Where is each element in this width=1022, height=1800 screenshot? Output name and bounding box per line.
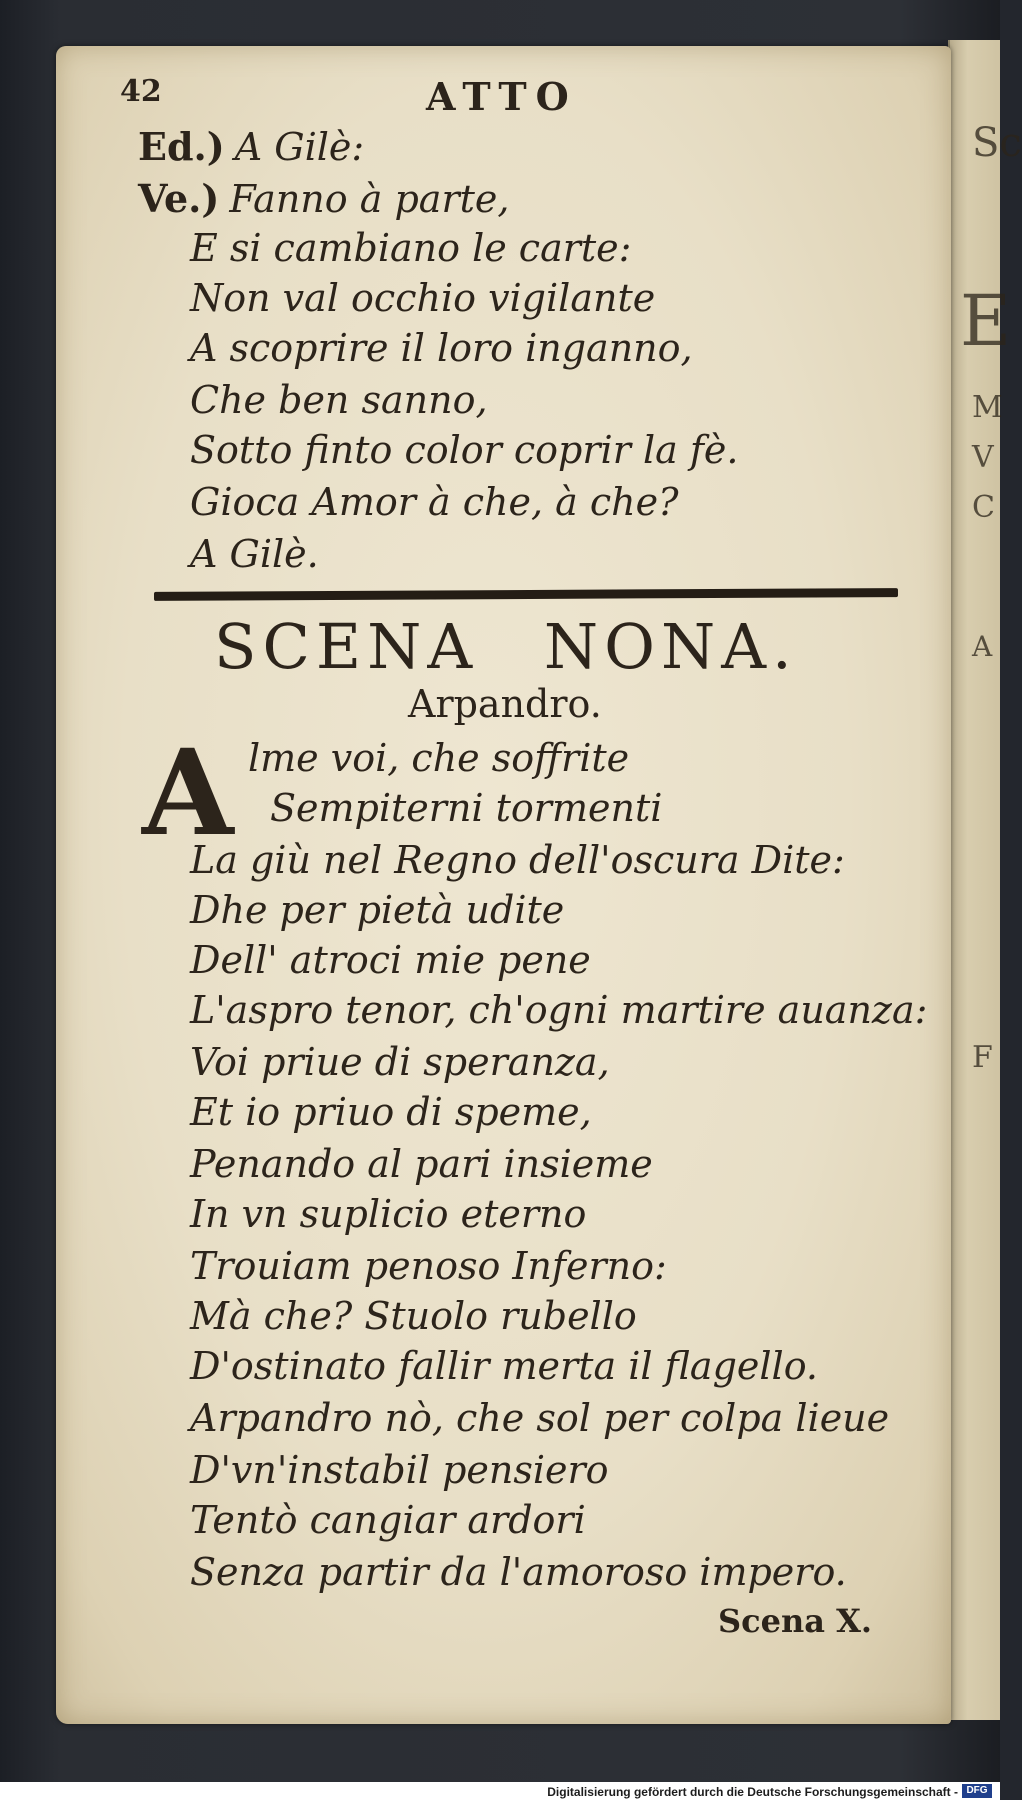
verse-line: Tentò cangiar ardori — [190, 1498, 586, 1542]
speaker-label: Ed.) — [138, 124, 225, 169]
scene-character: Arpandro. — [408, 682, 602, 726]
verse-line: Mà che? Stuolo rubello — [190, 1294, 637, 1338]
verse-line: Arpandro nò, che sol per colpa lieue — [190, 1396, 890, 1440]
verse-line: Et io priuo di speme, — [190, 1090, 592, 1134]
verse-line: E si cambiano le carte: — [190, 226, 632, 270]
adjacent-page-fragment: A — [972, 630, 993, 663]
verse-line: Trouiam penoso Inferno: — [190, 1244, 667, 1288]
verse-line: Penando al pari insieme — [190, 1142, 653, 1186]
verse-line: Non val occhio vigilante — [190, 276, 656, 320]
verse-line: Sempiterni tormenti — [270, 786, 663, 830]
verse-line: Sotto finto color coprir la fè. — [190, 428, 739, 472]
dfg-logo[interactable]: DFG — [962, 1784, 992, 1798]
verse-line: A scoprire il loro inganno, — [190, 326, 693, 370]
adjacent-page-fragment: C — [972, 490, 995, 525]
speech-text: Fanno à parte, — [229, 177, 510, 221]
catchword: Scena X. — [718, 1602, 873, 1640]
verse-line: A Gilè. — [190, 532, 319, 576]
adjacent-page-fragment: E — [960, 280, 1012, 362]
drop-cap: A — [142, 723, 234, 862]
verse-line: lme voi, che soffrite — [248, 736, 630, 780]
verse-line: Che ben sanno, — [190, 378, 488, 422]
verse-line: Gioca Amor à che, à che? — [190, 480, 679, 524]
verse-line: D'vn'instabil pensiero — [190, 1448, 609, 1492]
verse-line: Voi priue di speranza, — [190, 1040, 610, 1084]
adjacent-page-fragment: M — [972, 390, 1003, 425]
adjacent-page-fragment: Sc — [972, 120, 1022, 166]
adjacent-page-edge — [948, 40, 1022, 1720]
verse-line: L'aspro tenor, ch'ogni martire auanza: — [190, 988, 928, 1032]
digitization-credit: Digitalisierung gefördert durch die Deutsche Forschungsgemeinschaft - — [547, 1785, 958, 1799]
adjacent-page-fragment: F — [972, 1040, 993, 1075]
speech-text: A Gilè: — [234, 125, 365, 169]
adjacent-page-fragment: V — [972, 440, 994, 475]
verse-line: La giù nel Regno dell'oscura Dite: — [190, 838, 845, 882]
dialogue-line — [138, 124, 364, 169]
page-number: 42 — [120, 74, 162, 109]
verse-line: Dhe per pietà udite — [190, 888, 565, 932]
speaker-label: Ve.) — [138, 176, 220, 221]
verse-line: Dell' atroci mie pene — [190, 938, 591, 982]
scene-title: SCENA NONA. — [214, 610, 798, 683]
dialogue-line — [138, 176, 509, 221]
running-head: ATTO — [426, 74, 578, 119]
verse-line: In vn suplicio eterno — [190, 1192, 587, 1236]
verse-line: Senza partir da l'amoroso impero. — [190, 1550, 847, 1594]
verse-line: D'ostinato fallir merta il flagello. — [190, 1344, 818, 1388]
